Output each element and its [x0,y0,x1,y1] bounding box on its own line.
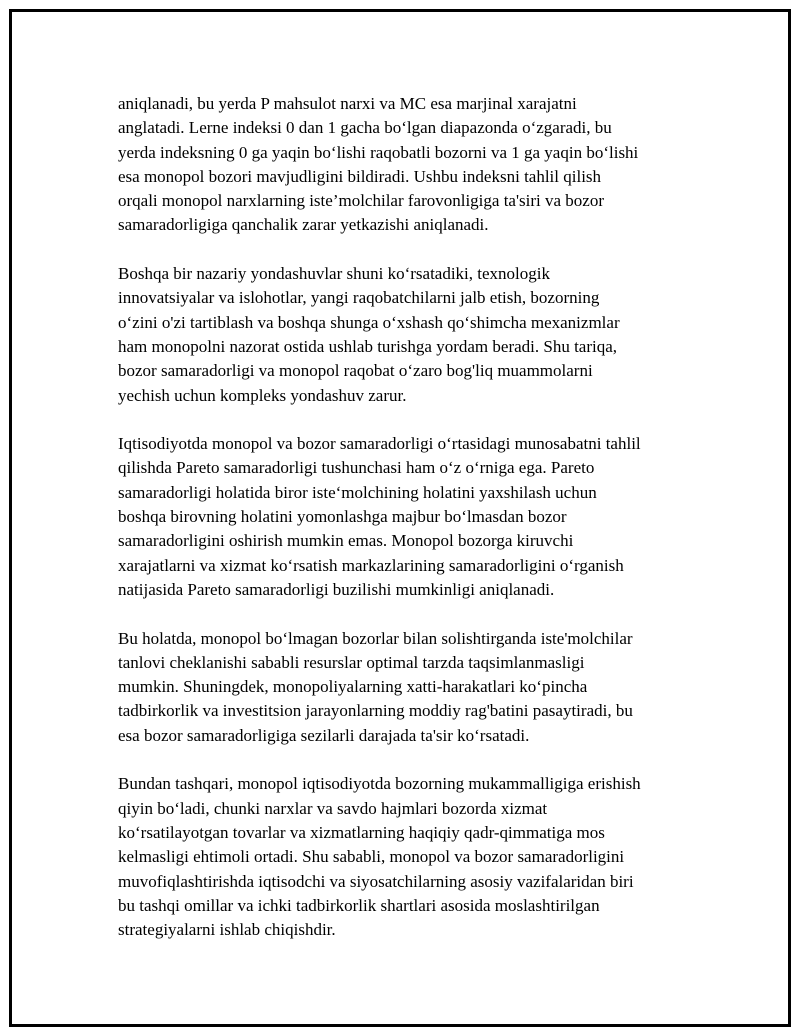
text-line: o‘zini o'zi tartiblash va boshqa shunga o‘xshash qo‘shimcha mexanizmlar [118,312,620,332]
text-line: strategiyalarni ishlab chiqishdir. [118,920,336,940]
text-line: yechish uchun kompleks yondashuv zarur. [118,385,407,405]
text-line: kelmasligi ehtimoli ortadi. Shu sababli, monopol va bozor samaradorligini [118,847,625,867]
text-line: ham monopolni nazorat ostida ushlab turishga yordam beradi. Shu tariqa, [118,336,618,356]
text-line: samaradorligiga qanchalik zarar yetkazishi aniqlanadi. [118,215,489,235]
text-line: esa monopol bozori mavjudligini bildiradi. Ushbu indeksni tahlil qilish [118,166,602,186]
text-line: esa bozor samaradorligiga sezilarli darajada ta'sir ko‘rsatadi. [118,725,530,745]
text-line: tadbirkorlik va investitsion jarayonlarning moddiy rag'batini pasaytiradi, bu [118,701,633,721]
text-line: qilishda Pareto samaradorligi tushunchasi ham o‘z o‘rniga ega. Pareto [118,458,595,478]
paragraph-2 [118,262,708,408]
text-line: qiyin bo‘ladi, chunki narxlar va savdo hajmlari bozorda xizmat [118,798,548,818]
text-line: tanlovi cheklanishi sababli resurslar optimal tarzda taqsimlanmasligi [118,652,585,672]
text-line: boshqa birovning holatini yomonlashga majbur bo‘lmasdan bozor [118,507,567,527]
text-line: innovatsiyalar va islohotlar, yangi raqobatchilarni jalb etish, bozorning [118,288,600,308]
text-line: Iqtisodiyotda monopol va bozor samaradorligi o‘rtasidagi munosabatni tahlil [118,434,641,454]
text-line: aniqlanadi, bu yerda P mahsulot narxi va MC esa marjinal xarajatni [118,94,577,113]
text-line: yerda indeksning 0 ga yaqin bo‘lishi raqobatli bozorni va 1 ga yaqin bo‘lishi [118,142,639,162]
text-line: bozor samaradorligi va monopol raqobat o‘zaro bog'liq muammolarni [118,361,593,381]
paragraph-4 [118,627,708,748]
text-line: Bu holatda, monopol bo‘lmagan bozorlar bilan solishtirganda iste'molchilar [118,628,633,648]
text-line: samaradorligi holatida biror iste‘molchining holatini yaxshilash uchun [118,482,597,502]
text-line: anglatadi. Lerne indeksi 0 dan 1 gacha bo‘lgan diapazonda o‘zgaradi, bu [118,118,612,138]
text-line: Boshqa bir nazariy yondashuvlar shuni ko‘rsatadiki, texnologik [118,264,550,284]
paragraph-3 [118,432,708,602]
paragraph-1 [118,92,708,238]
paragraph-5 [118,772,708,942]
document-body [118,92,708,967]
text-line: Bundan tashqari, monopol iqtisodiyotda bozorning mukammalligiga erishish [118,774,641,794]
text-line: bu tashqi omillar va ichki tadbirkorlik shartlari asosida moslashtirilgan [118,895,600,915]
text-line: natijasida Pareto samaradorligi buzilishi mumkinligi aniqlanadi. [118,579,555,599]
text-line: samaradorligini oshirish mumkin emas. Monopol bozorga kiruvchi [118,531,574,551]
text-line: orqali monopol narxlarning iste’molchilar farovonligiga ta'siri va bozor [118,191,605,211]
text-line: mumkin. Shuningdek, monopoliyalarning xatti-harakatlari ko‘pincha [118,677,588,697]
text-line: xarajatlarni va xizmat ko‘rsatish markazlarining samaradorligini o‘rganish [118,555,624,575]
text-line: muvofiqlashtirishda iqtisodchi va siyosatchilarning asosiy vazifalaridan biri [118,871,634,891]
text-line: ko‘rsatilayotgan tovarlar va xizmatlarning haqiqiy qadr-qimmatiga mos [118,822,605,842]
